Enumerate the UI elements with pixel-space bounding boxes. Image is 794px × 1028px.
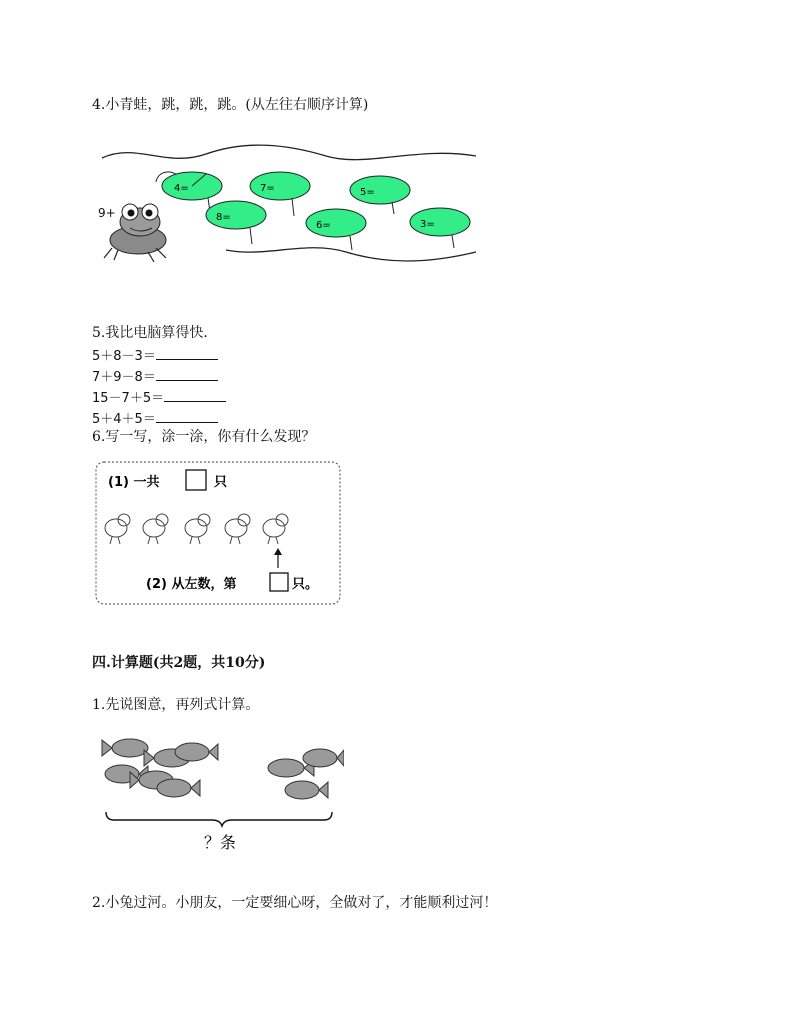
lily-pad-label: 7= xyxy=(260,183,275,194)
chick-icon xyxy=(263,514,288,544)
equation-row xyxy=(92,345,218,364)
calc1-title: 1.先说图意，再列式计算。 xyxy=(92,697,260,713)
up-arrowhead xyxy=(274,548,282,555)
answer-box[interactable] xyxy=(186,470,206,490)
equation-text: 5＋4＋5＝ xyxy=(92,412,156,427)
equation-text: 15－7＋5＝ xyxy=(92,391,165,406)
chick-icon xyxy=(225,514,250,544)
part1-prefix: (1) 一共 xyxy=(108,475,160,490)
part2-suffix: 只。 xyxy=(292,577,319,592)
fish-icon xyxy=(303,749,344,767)
part2-prefix: (2) 从左数，第 xyxy=(146,577,237,592)
lily-pad xyxy=(206,201,266,244)
calc2-title: 2.小兔过河。小朋友，一定要细心呀，全做对了，才能顺利过河！ xyxy=(92,895,498,911)
equation-row xyxy=(92,366,218,385)
q4-title: 4.小青蛙，跳，跳，跳。(从左往右顺序计算) xyxy=(92,97,369,113)
river-top-line xyxy=(102,145,476,160)
answer-blank[interactable] xyxy=(156,368,218,381)
chick-icon xyxy=(105,514,130,544)
frog-lily-pad-illustration xyxy=(96,140,480,270)
part1-suffix: 只 xyxy=(214,475,228,490)
fish-illustration xyxy=(98,728,344,858)
equation-text: 7＋9－8＝ xyxy=(92,370,156,385)
equation-text: 5＋8－3＝ xyxy=(92,349,156,364)
lily-pad-label: 6= xyxy=(316,220,331,231)
answer-blank[interactable] xyxy=(164,389,226,402)
brace-label: ？条 xyxy=(204,833,237,852)
lily-pad-label: 8= xyxy=(216,212,231,223)
fish-icon xyxy=(175,743,218,761)
grouping-brace xyxy=(106,812,332,826)
answer-blank[interactable] xyxy=(156,347,218,360)
river-bottom-line xyxy=(226,248,476,261)
equation-row xyxy=(92,408,218,427)
fish-icon xyxy=(157,779,200,797)
lily-pad-label: 5= xyxy=(360,187,375,198)
chicks-exercise-box xyxy=(94,460,344,608)
fish-icon xyxy=(285,781,328,799)
q5-title: 5.我比电脑算得快. xyxy=(92,325,208,341)
fish-icon xyxy=(102,739,148,757)
lily-pad xyxy=(350,176,410,214)
lily-pad xyxy=(306,209,366,250)
frog-start-label: 9+ xyxy=(98,206,116,220)
lily-pad xyxy=(410,208,470,248)
equation-row xyxy=(92,387,226,406)
chick-icon xyxy=(143,514,168,544)
chick-icon xyxy=(185,514,210,544)
section-heading: 四.计算题(共2题，共10分) xyxy=(92,655,266,671)
answer-box[interactable] xyxy=(270,573,288,591)
lily-pad-label: 4= xyxy=(174,183,189,194)
lily-pad-label: 3= xyxy=(420,219,435,230)
q6-title: 6.写一写，涂一涂，你有什么发现？ xyxy=(92,429,316,445)
answer-blank[interactable] xyxy=(156,410,218,423)
